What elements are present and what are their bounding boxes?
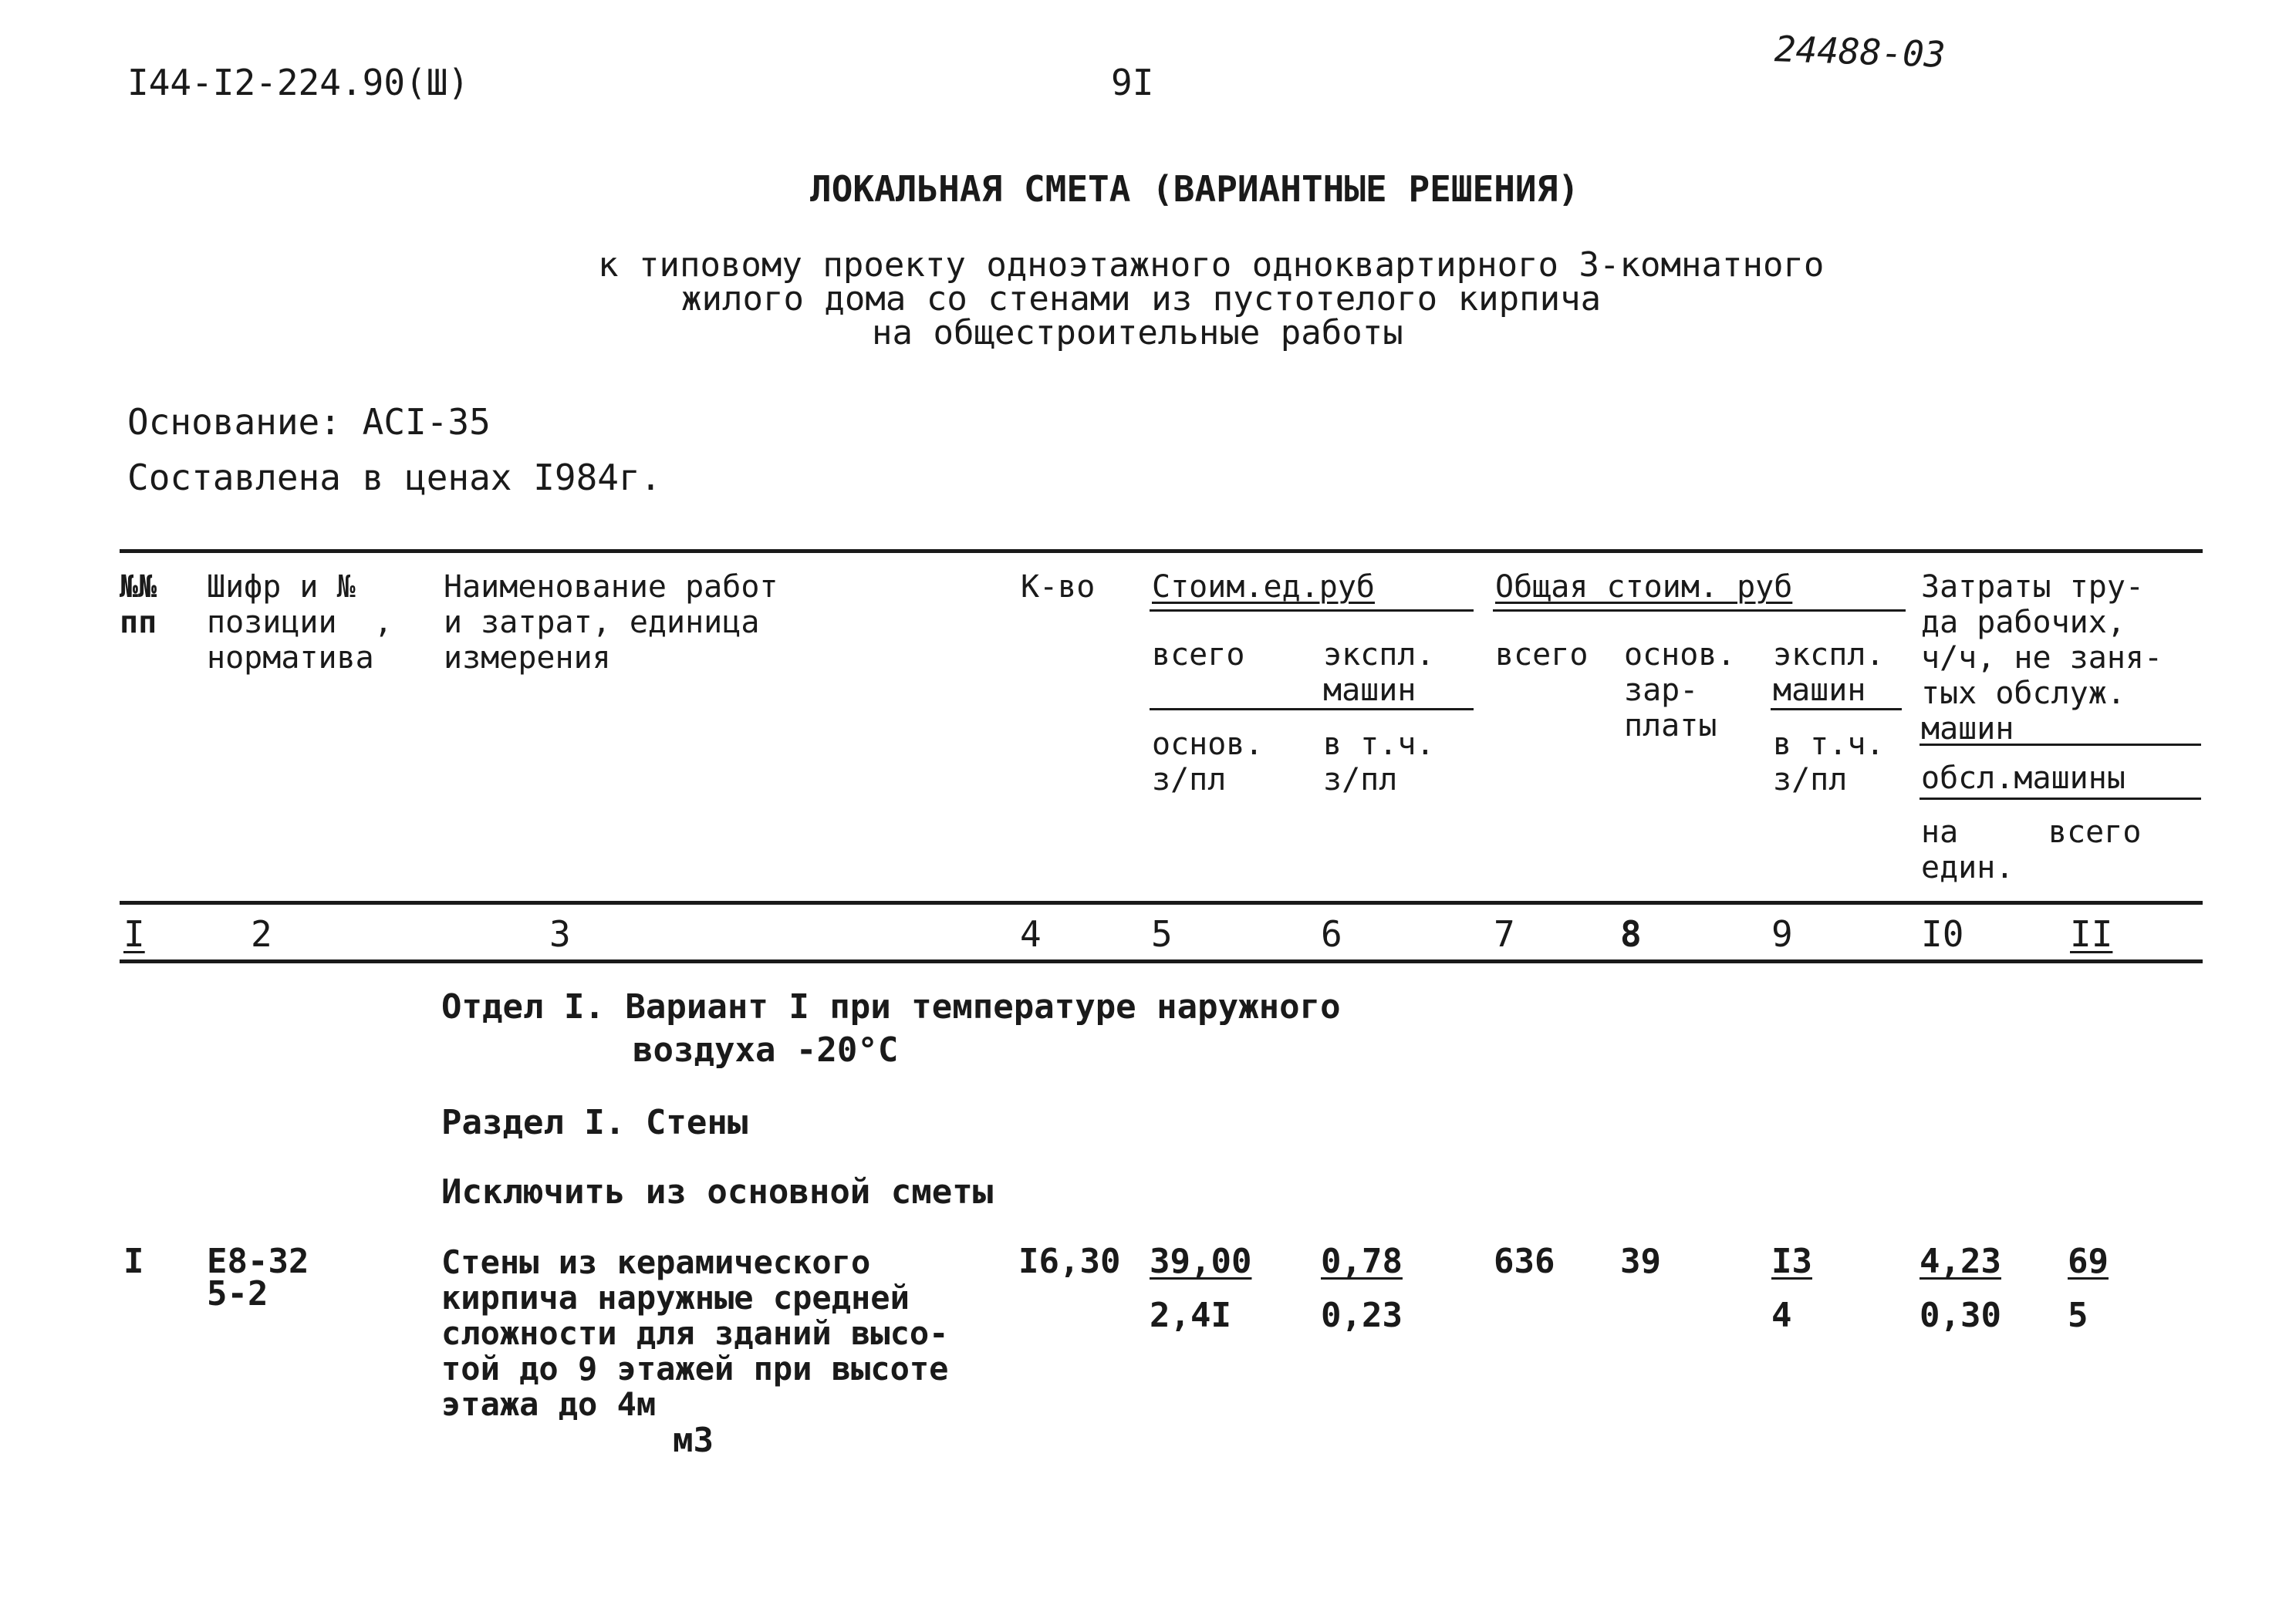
unit-of-measure: м3 [673,1421,714,1460]
total-cost-machines: I3 [1771,1242,1812,1281]
column-numbers-bottom-rule [120,959,2203,963]
unit-cost-machines: 0,78 [1321,1242,1403,1281]
subtitle-line-3: на общестроительные работы [872,313,1403,352]
labor-subrule [1920,798,2201,800]
section-heading: Раздел I. Стены [441,1103,748,1142]
labor-total: 69 [2068,1242,2109,1281]
prices-line: Составлена в ценах I984г. [127,457,662,498]
unit-cost-rule [1150,609,1474,612]
header-total-all: всего [1495,637,1589,673]
header-labor: Затраты тру- да рабочих, ч/ч, не заня- тых обслуж. машин [1921,569,2163,747]
header-row-number: №№ пп [120,569,157,640]
header-labor-per-unit: на един. [1921,814,2014,885]
subtitle-line-1: к типовому проекту одноэтажного одноквартирного 3-комнатного [598,245,1825,285]
labor-per-unit-machines: 0,30 [1920,1296,2001,1335]
column-number: II [2070,913,2113,955]
total-cost-rule [1493,609,1906,612]
header-total-incl-wage: в т.ч. з/пл [1773,727,1885,798]
document-code: I44-I2-224.90(Ш) [127,62,470,103]
header-quantity: К-во [1021,569,1096,605]
norm-code-position: 5-2 [207,1274,268,1314]
labor-rule [1920,744,2201,746]
column-number: 3 [549,913,571,955]
basis-line: Основание: АСI-35 [127,401,491,443]
archive-number: 24488-03 [1774,28,1947,76]
column-number: I [123,913,145,955]
header-unit-cost: Стоим.ед.руб [1152,569,1375,605]
column-number: 5 [1151,913,1173,955]
header-unit-base-wage: основ. з/пл [1152,727,1264,798]
division-heading: Отдел I. Вариант I при температуре наружного [441,987,1341,1027]
header-total-machines: экспл. машин [1773,637,1885,708]
row-number: I [123,1242,144,1281]
column-number: 7 [1494,913,1515,955]
header-labor-total: всего [2048,814,2142,850]
header-labor-machines: обсл.машины [1921,760,2125,796]
document-title: ЛОКАЛЬНАЯ СМЕТА (ВАРИАНТНЫЕ РЕШЕНИЯ) [810,168,1579,210]
header-unit-machines: экспл. машин [1323,637,1435,708]
column-number: 6 [1321,913,1342,955]
header-unit-incl-wage: в т.ч. з/пл [1323,727,1435,798]
exclude-note: Исключить из основной сметы [441,1172,994,1212]
page-number: 9I [1111,62,1154,103]
column-number: 2 [251,913,272,955]
column-number: 9 [1771,913,1793,955]
total-cost-all: 636 [1494,1242,1555,1281]
labor-per-unit: 4,23 [1920,1242,2001,1281]
table-top-rule [120,549,2203,553]
total-machines-subrule [1771,708,1902,710]
labor-total-machines: 5 [2068,1296,2088,1335]
unit-cost-incl-wage: 0,23 [1321,1296,1403,1335]
division-heading-cont: воздуха -20°С [633,1030,899,1070]
unit-cost-base-wage: 2,4I [1150,1296,1231,1335]
header-total-base-wage: основ. зар- платы [1624,637,1736,744]
column-number: 8 [1620,913,1642,955]
norm-code: Е8-32 [207,1242,309,1281]
header-code: Шифр и № позиции , норматива [207,569,393,676]
column-number: 4 [1020,913,1042,955]
header-total-cost: Общая стоим. руб [1495,569,1793,605]
unit-cost-subrule [1150,708,1474,710]
column-numbers-top-rule [120,901,2203,905]
unit-cost-total: 39,00 [1150,1242,1252,1281]
column-number: I0 [1921,913,1964,955]
subtitle-line-2: жилого дома со стенами из пустотелого кирпича [681,279,1602,319]
quantity: I6,30 [1018,1242,1121,1281]
total-cost-incl-wage: 4 [1771,1296,1792,1335]
header-work-name: Наименование работ и затрат, единица измерения [444,569,778,676]
total-cost-base-wage: 39 [1620,1242,1661,1281]
header-unit-total: всего [1152,637,1245,673]
work-description: Стены из керамического кирпича наружные средней сложности для зданий высо- той до 9 этажей при высоте этажа до 4м [441,1243,949,1423]
